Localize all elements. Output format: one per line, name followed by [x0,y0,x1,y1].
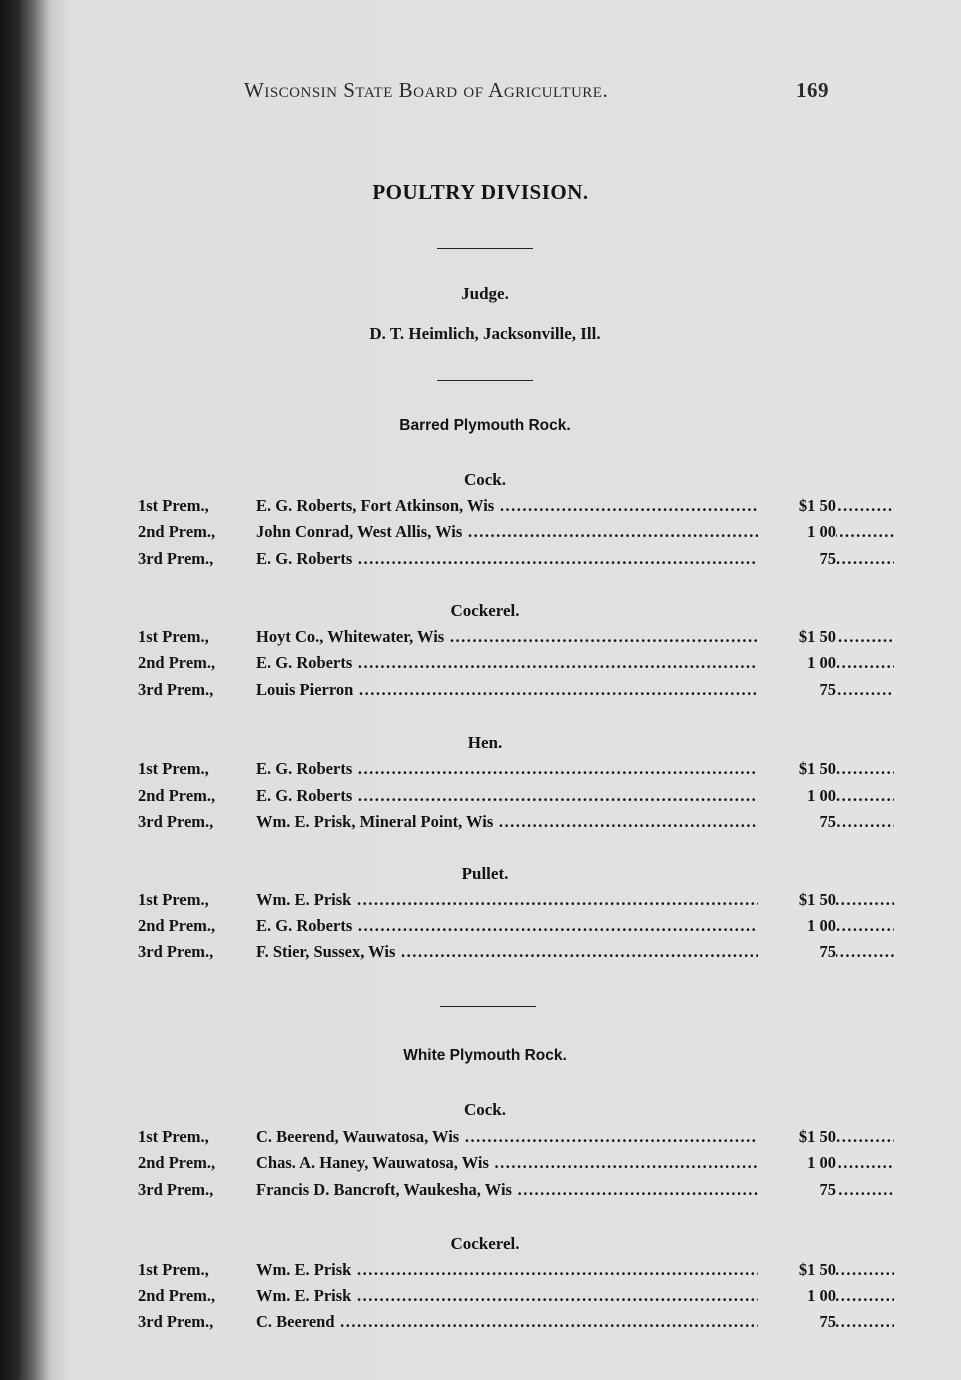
premium-amount: $1 50 [758,890,836,910]
divider-rule [437,380,533,381]
premium-rank: 3rd Prem., [138,680,214,699]
premium-amount: $1 50 [758,759,836,779]
class-heading: Cock. [463,470,507,489]
premium-rank: 1st Prem., [138,759,209,778]
premium-amount: 1 00 [758,522,836,542]
premium-winner: Wm. E. Prisk ..... [256,1260,894,1280]
premium-row [138,916,838,940]
premium-amount: 75 [758,812,836,832]
premium-winner: Wm. E. Prisk ..... [256,1286,894,1306]
premium-row [138,627,838,651]
premium-rank: 2nd Prem., [138,916,216,935]
premium-row [138,549,838,573]
premium-amount: 75 [758,1180,836,1200]
premium-winner: E. G. Roberts, Fort Atkinson, Wis ..... [256,496,894,516]
premium-winner: E. G. Roberts ..... [256,759,894,779]
premium-row [138,1180,838,1204]
premium-winner: Chas. A. Haney, Wauwatosa, Wis ..... [256,1153,894,1173]
judge-label: Judge. [461,284,509,303]
premium-amount: $1 50 [758,627,836,647]
premium-winner: John Conrad, West Allis, Wis ..... [256,522,894,542]
premium-rank: 3rd Prem., [138,812,214,831]
premium-row [138,812,838,836]
premium-row [138,759,838,783]
class-heading: Cockerel. [450,601,520,620]
premium-row [138,1286,838,1310]
judge-name: D. T. Heimlich, Jacksonville, Ill. [369,324,601,343]
class-heading: Cockerel. [450,1234,520,1253]
premium-rank: 2nd Prem., [138,653,216,672]
class-heading: Cock. [463,1100,507,1119]
premium-rank: 1st Prem., [138,1260,209,1279]
division-title: POULTRY DIVISION. [372,180,589,204]
premium-row [138,1153,838,1177]
premium-winner: Wm. E. Prisk, Mineral Point, Wis ..... [256,812,894,832]
premium-winner: F. Stier, Sussex, Wis ..... [256,942,894,962]
premium-rank: 3rd Prem., [138,1312,214,1331]
premium-winner: Wm. E. Prisk ..... [256,890,894,910]
premium-winner: E. G. Roberts ..... [256,916,894,936]
premium-rank: 2nd Prem., [138,786,216,805]
premium-row [138,942,838,966]
premium-amount: $1 50 [758,496,836,516]
premium-rank: 1st Prem., [138,890,209,909]
premium-amount: 1 00 [758,786,836,806]
premium-amount: 75 [758,1312,836,1332]
premium-rank: 3rd Prem., [138,1180,214,1199]
premium-rank: 3rd Prem., [138,942,214,961]
premium-rank: 2nd Prem., [138,1153,216,1172]
premium-amount: 1 00 [758,916,836,936]
running-title: Wisconsin State Board of Agriculture. [244,78,609,102]
premium-amount: 1 00 [758,1286,836,1306]
breed-heading: Barred Plymouth Rock. [399,417,571,434]
premium-rank: 1st Prem., [138,1127,209,1146]
premium-amount: 75 [758,680,836,700]
premium-amount: $1 50 [758,1260,836,1280]
premium-row [138,496,838,520]
premium-winner: E. G. Roberts ..... [256,549,894,569]
premium-amount: 1 00 [758,1153,836,1173]
premium-winner: Francis D. Bancroft, Waukesha, Wis ..... [256,1180,894,1200]
premium-row [138,786,838,810]
premium-amount: 75 [758,942,836,962]
divider-rule [437,248,533,249]
premium-winner: Hoyt Co., Whitewater, Wis ..... [256,627,894,647]
premium-row [138,1312,838,1336]
premium-winner: E. G. Roberts ..... [256,653,894,673]
premium-rank: 2nd Prem., [138,1286,216,1305]
premium-amount: 1 00 [758,653,836,673]
class-heading: Hen. [467,733,503,752]
premium-row [138,890,838,914]
premium-amount: 75 [758,549,836,569]
premium-rank: 1st Prem., [138,496,209,515]
running-header [244,78,844,110]
premium-rank: 1st Prem., [138,627,209,646]
premium-row [138,522,838,546]
premium-row [138,653,838,677]
premium-rank: 3rd Prem., [138,549,214,568]
premium-row [138,680,838,704]
divider-rule [440,1006,536,1007]
page-number: 169 [796,78,829,102]
breed-heading: White Plymouth Rock. [403,1047,567,1064]
premium-winner: Louis Pierron ..... [256,680,894,700]
premium-row [138,1127,838,1151]
premium-winner: C. Beerend, Wauwatosa, Wis ..... [256,1127,894,1147]
class-heading: Pullet. [461,864,509,883]
premium-winner: E. G. Roberts ..... [256,786,894,806]
premium-winner: C. Beerend ..... [256,1312,894,1332]
premium-rank: 2nd Prem., [138,522,216,541]
premium-amount: $1 50 [758,1127,836,1147]
premium-row [138,1260,838,1284]
